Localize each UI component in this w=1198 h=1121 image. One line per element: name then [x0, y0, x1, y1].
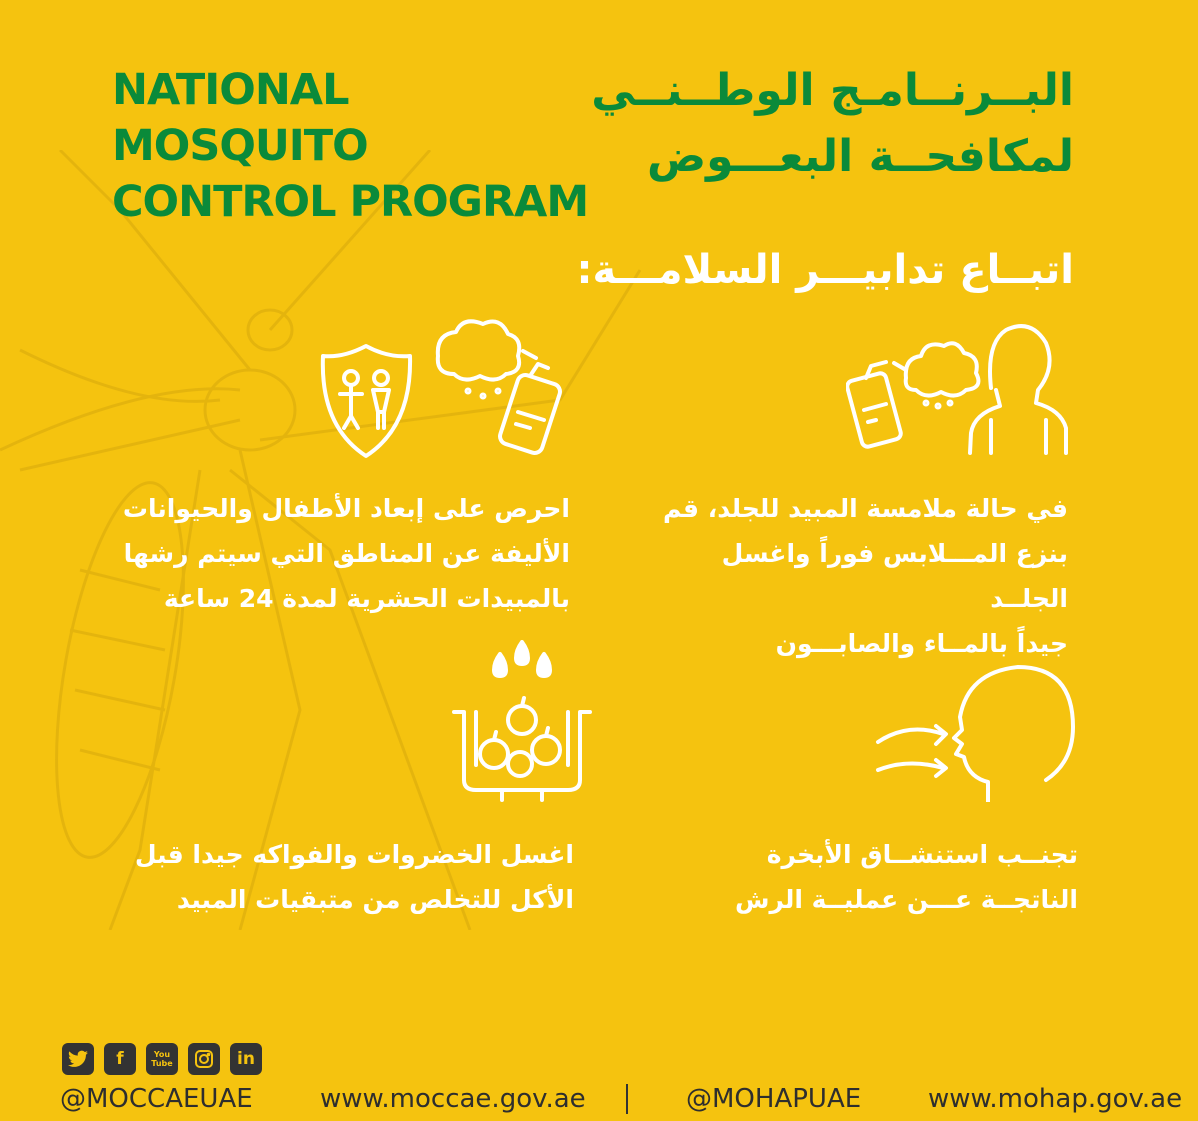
- section-heading: اتبــاع تدابيـــر السلامـــة:: [576, 247, 1074, 293]
- instagram-icon[interactable]: [188, 1043, 220, 1075]
- facebook-icon[interactable]: f: [104, 1043, 136, 1075]
- title-english: [112, 62, 592, 230]
- shield-children-spray-icon: [318, 316, 568, 461]
- tip-line: الناتجــة عـــن عمليــة الرش: [734, 885, 1078, 914]
- person-spray-icon: [846, 318, 1071, 458]
- tip-line: في حالة ملامسة المبيد للجلد، قم: [663, 494, 1068, 523]
- mohap-website-link[interactable]: www.mohap.gov.ae: [928, 1084, 1183, 1114]
- tip-line: تجنــب استنشــاق الأبخرة: [766, 840, 1078, 869]
- tip-avoid-fumes: [700, 832, 1078, 922]
- youtube-icon[interactable]: You Tube: [146, 1043, 178, 1075]
- moccae-website-link[interactable]: www.moccae.gov.ae: [320, 1084, 586, 1114]
- tip-children-pets: [100, 486, 570, 621]
- tip-line: بنزع المـــلابس فوراً واغسل الجلــد: [721, 539, 1068, 613]
- breathing-face-icon: [868, 662, 1078, 802]
- mohap-handle[interactable]: @MOHAPUAE: [686, 1084, 862, 1114]
- title-arabic: [590, 58, 1074, 190]
- social-icons: [62, 1043, 262, 1075]
- tip-line: بالمبيدات الحشرية لمدة 24 ساعة: [163, 584, 570, 613]
- tip-line: اغسل الخضروات والفواكه جيدا قبل: [134, 840, 574, 869]
- tip-line: الأكل للتخلص من متبقيات المبيد: [176, 885, 574, 914]
- title-arabic-line-2: لمكافحــة البعـــوض: [646, 131, 1074, 182]
- tip-line: الأليفة عن المناطق التي سيتم رشها: [123, 539, 570, 568]
- tip-line: احرص على إبعاد الأطفال والحيوانات: [122, 494, 570, 523]
- washing-fruits-icon: [452, 640, 592, 805]
- title-arabic-line-1: البــرنــامـج الوطــنــي: [591, 65, 1074, 116]
- tip-line: جيداً بالمــاء والصابـــون: [775, 629, 1068, 658]
- twitter-icon[interactable]: [62, 1043, 94, 1075]
- title-english-line-2: CONTROL PROGRAM: [112, 177, 589, 227]
- linkedin-icon[interactable]: in: [230, 1043, 262, 1075]
- tip-wash-produce: [110, 832, 574, 922]
- moccae-handle[interactable]: @MOCCAEUAE: [60, 1084, 253, 1114]
- title-english-line-1: NATIONAL MOSQUITO: [112, 65, 368, 171]
- footer-divider: [626, 1084, 628, 1114]
- tip-skin-contact: [640, 486, 1068, 666]
